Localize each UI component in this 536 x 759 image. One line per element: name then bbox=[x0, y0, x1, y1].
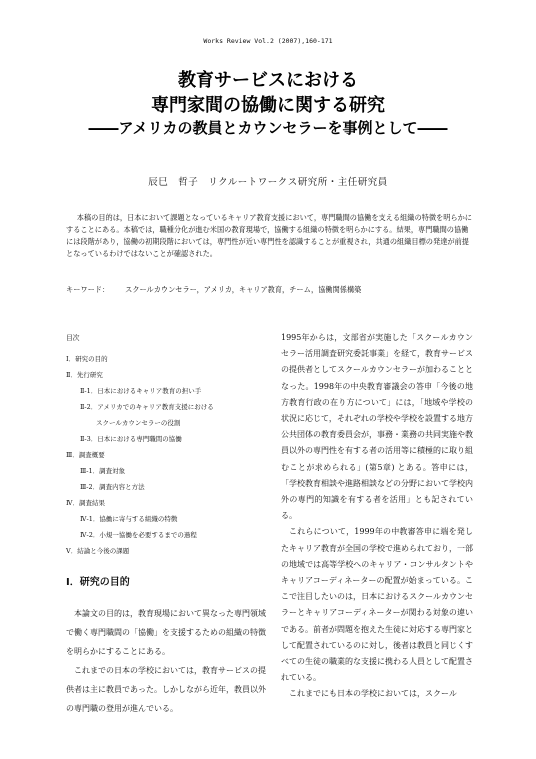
keywords-text: スクールカウンセラー，アメリカ，キャリア教育，チーム，協働関係構築 bbox=[125, 285, 362, 294]
table-of-contents bbox=[66, 351, 266, 559]
section-heading: Ⅰ．研究の目的 bbox=[66, 577, 130, 588]
toc-item: Ⅲ-1．調査対象 bbox=[80, 467, 126, 475]
toc-heading: 目次 bbox=[66, 334, 80, 342]
body-paragraph: 1995年からは，文部省が実施した「スクールカウンセラー活用調査研究委託事業」を経て，教育サービスの提供者としてスクールカウンセラーが加わることとなった。1998年の中央教育審議会の答申「今後の地方教育行政の在り方について」には，「地域や学校の状況に応じて，それぞれの学校や学校を設置する地方公共団体の教育委員会が，事務・業務の共同実施や教員以外の専門性を有する者の活用等に積極的に取り組むことが求められる」(第5章) とある。答申には，「学校教育相談や進路相談などの分野において学校内外の専門的知識を有する者を活用」とも記されている。 bbox=[281, 333, 473, 521]
author-line: 辰巳 哲子 リクルートワークス研究所・主任研究員 bbox=[148, 177, 388, 188]
toc-item: Ⅳ-2．小規一協働を必要するまでの過程 bbox=[80, 531, 197, 539]
left-column bbox=[66, 332, 266, 718]
keywords bbox=[66, 285, 472, 295]
toc-item: Ⅱ-1．日本におけるキャリア教育の担い手 bbox=[80, 387, 202, 395]
body-paragraph: これまでにも日本の学校においては，スクール bbox=[289, 689, 457, 699]
subtitle: ――アメリカの教員とカウンセラーを事例として―― bbox=[88, 119, 448, 137]
toc-item: Ⅴ．結論と今後の課題 bbox=[66, 547, 130, 555]
title-line-2: 専門家間の協働に関する研究 bbox=[151, 95, 385, 116]
title-line-1: 教育サービスにおける bbox=[178, 70, 358, 91]
toc-item: Ⅳ．調査結果 bbox=[66, 499, 105, 507]
abstract: 本稿の目的は，日本において課題となっているキャリア教育支援において，専門職間の協働を支える組織の特徴を明らかにすることにある。本稿では，職種分化が進む米国の教育現場で，協働する組織の特徴を明らかにする。結果，専門職間の協働には段階があり，協働の初期段階においては，専門性が近い専門性を認識することが重視され，共通の組織目標の発達が前提となっているわけではないことが確認された。 bbox=[66, 213, 472, 258]
toc-item: スクールカウンセラーの役割 bbox=[96, 419, 181, 427]
toc-item: Ⅱ-3．日本における専門職間の協働 bbox=[80, 435, 182, 443]
toc-item: Ⅲ-2．調査内容と方法 bbox=[80, 483, 145, 491]
body-paragraph: これらについて，1999年の中教審答申に端を発したキャリア教育が全国の学校で進められており，一部の地域では高等学校へのキャリア・コンサルタントやキャリアコーディネーターの配置が始まっている。ここで注目したいのは，日本におけるスクールカウンセラーとキャリアコーディネーターが関わる対象の違いである。前者が問題を抱えた生徒に対応する専門家として配置されているのに対し，後者は教員と同じくすべての生徒の職業的な支援に携わる人員として配置されている。 bbox=[281, 527, 473, 683]
keywords-label: キーワード： bbox=[66, 285, 110, 294]
body-paragraph: 本論文の目的は，教育現場において異なった専門領域で働く専門職間の「協働」を支援するための組織の特徴を明らかにすることにある。 bbox=[66, 609, 266, 656]
toc-item: Ⅲ．調査概要 bbox=[66, 451, 105, 459]
journal-header: Works Review Vol.2 (2007),160-171 bbox=[203, 37, 333, 45]
body-paragraph: これまでの日本の学校においては，教育サービスの提供者は主に教員であった。しかしながら近年，教員以外の専門職の登用が進んでいる。 bbox=[66, 666, 266, 713]
toc-item: Ⅰ．研究の目的 bbox=[66, 355, 108, 363]
toc-item: Ⅳ-1．協働に寄与する組織の特徴 bbox=[80, 515, 178, 523]
toc-item: Ⅱ-2．アメリカでのキャリア教育支援における bbox=[80, 403, 214, 411]
right-column bbox=[281, 330, 473, 703]
toc-item: Ⅱ．先行研究 bbox=[66, 371, 103, 379]
